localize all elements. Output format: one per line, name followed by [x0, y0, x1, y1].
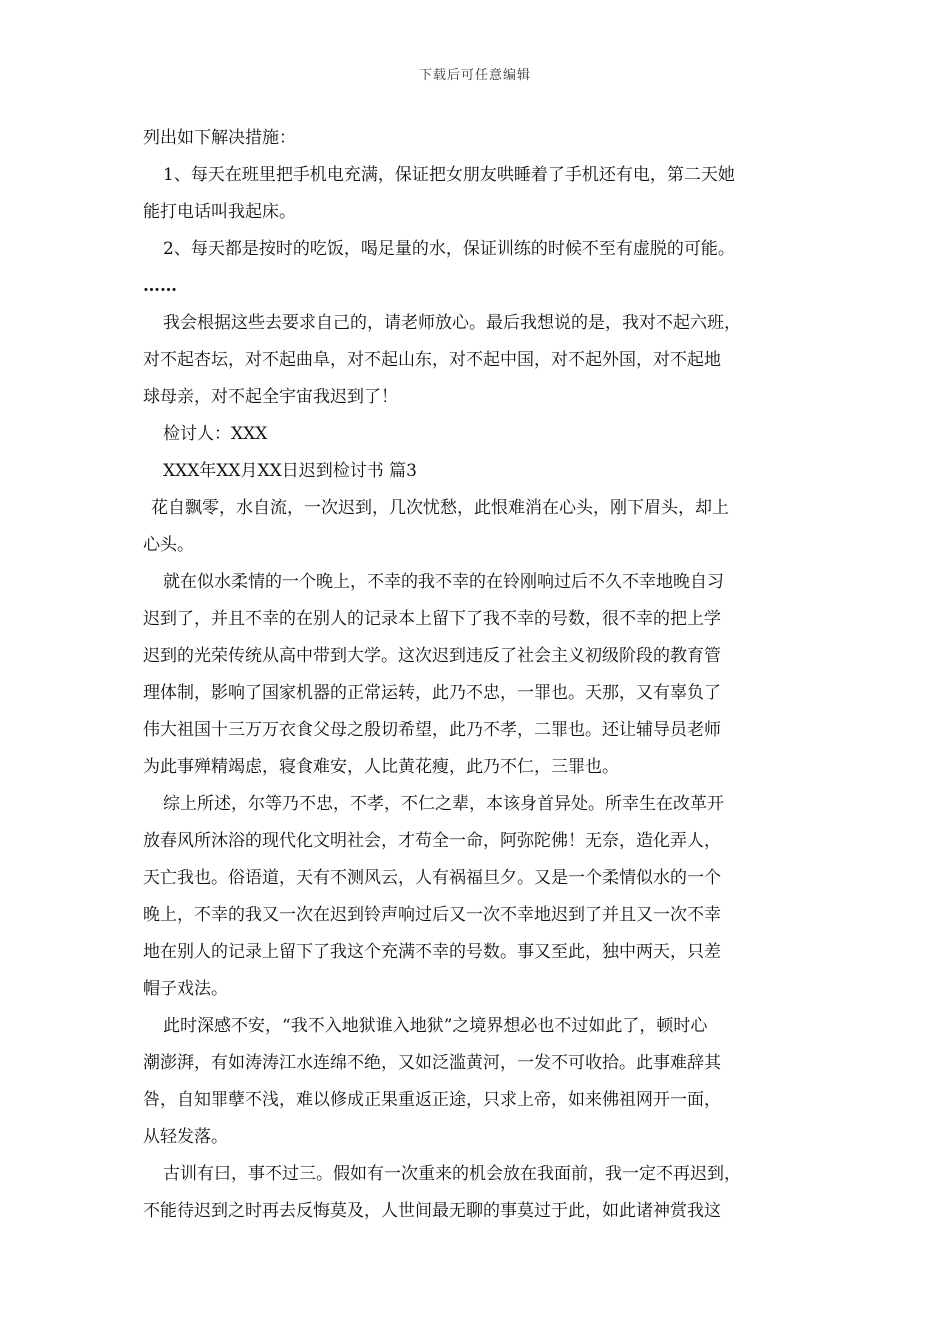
text-line: 迟到的光荣传统从高中带到大学。这次迟到违反了社会主义初级阶段的教育管 — [143, 646, 721, 666]
text-line: 此时深感不安，“我不入地狱谁入地狱”之境界想必也不过如此了，顿时心 — [163, 1016, 708, 1036]
text-line: 列出如下解决措施： — [143, 128, 296, 148]
text-line: 1、每天在班里把手机电充满，保证把女朋友哄睡着了手机还有电，第二天她 — [163, 165, 735, 185]
text-line: 伟大祖国十三万万衣食父母之殷切希望，此乃不孝，二罪也。还让辅导员老师 — [143, 720, 721, 740]
page-header: 下载后可任意编辑 — [418, 68, 531, 83]
text-line: 古训有曰，事不过三。假如有一次重来的机会放在我面前，我一定不再迟到， — [163, 1164, 741, 1184]
ellipsis-line: …… — [143, 276, 177, 296]
text-line: 迟到了，并且不幸的在别人的记录本上留下了我不幸的号数，很不幸的把上学 — [143, 609, 721, 629]
signature-line: 检讨人：XXX — [163, 424, 268, 444]
text-line: 从轻发落。 — [143, 1127, 228, 1147]
text-line: 就在似水柔情的一个晚上，不幸的我不幸的在铃刚响过后不久不幸地晚自习 — [163, 572, 724, 592]
text-line: 不能待迟到之时再去反悔莫及，人世间最无聊的事莫过于此，如此诸神赏我这 — [143, 1201, 721, 1221]
text-line: 潮澎湃，有如涛涛江水连绵不绝，又如泛滥黄河，一发不可收拾。此事难辞其 — [143, 1053, 721, 1073]
text-line: 咎，自知罪孽不浅，难以修成正果重返正途，只求上帝，如来佛祖网开一面， — [143, 1090, 721, 1110]
text-line: 为此事殚精竭虑，寝食难安，人比黄花瘦，此乃不仁，三罪也。 — [143, 757, 619, 777]
text-line: 花自飘零，水自流，一次迟到，几次忧愁，此恨难消在心头，刚下眉头，却上 — [151, 498, 729, 518]
text-line: 球母亲，对不起全宇宙我迟到了！ — [143, 387, 398, 407]
text-line: 我会根据这些去要求自己的，请老师放心。最后我想说的是，我对不起六班， — [163, 313, 741, 333]
text-line: 晚上，不幸的我又一次在迟到铃声响过后又一次不幸地迟到了并且又一次不幸 — [143, 905, 721, 925]
text-line: 天亡我也。俗语道，天有不测风云，人有祸福旦夕。又是一个柔情似水的一个 — [143, 868, 721, 888]
document-body — [143, 120, 808, 1230]
text-line: 心头。 — [143, 535, 194, 555]
text-line: 综上所述，尔等乃不忠，不孝，不仁之辈，本该身首异处。所幸生在改革开 — [163, 794, 724, 814]
text-line: 能打电话叫我起床。 — [143, 202, 296, 222]
section-title: XXX年XX月XX日迟到检讨书 篇3 — [163, 461, 417, 481]
text-line: 2、每天都是按时的吃饭，喝足量的水，保证训练的时候不至有虚脱的可能。 — [163, 239, 735, 259]
text-line: 放春风所沐浴的现代化文明社会，才苟全一命，阿弥陀佛！无奈，造化弄人， — [143, 831, 721, 851]
text-line: 地在别人的记录上留下了我这个充满不幸的号数。事又至此，独中两天，只差 — [143, 942, 721, 962]
text-line: 帽子戏法。 — [143, 979, 228, 999]
text-line: 理体制，影响了国家机器的正常运转，此乃不忠，一罪也。天那，又有辜负了 — [143, 683, 721, 703]
text-line: 对不起杏坛，对不起曲阜，对不起山东，对不起中国，对不起外国，对不起地 — [143, 350, 721, 370]
